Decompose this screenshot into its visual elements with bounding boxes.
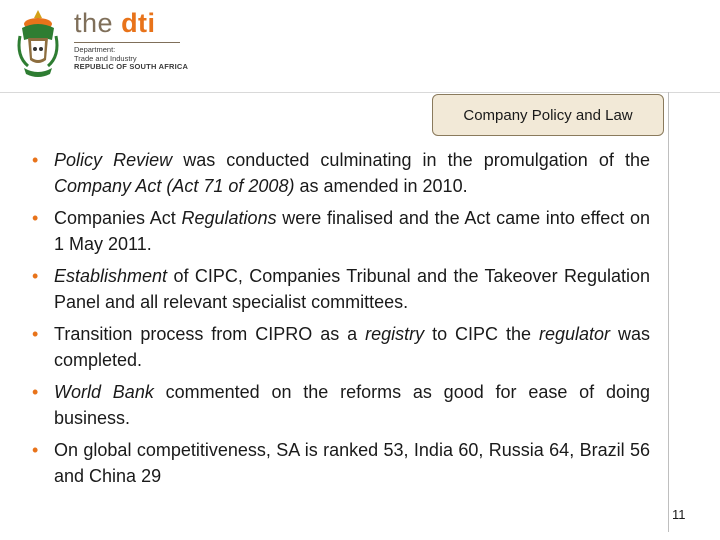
emphasis-text: registry [365,324,425,344]
bullet-text: of CIPC, Companies Tribunal and the Takeover Regulation Panel and all relevant specialist committees. [54,266,650,312]
emphasis-text: Policy Review [54,150,173,170]
bullet-item [32,379,650,431]
bullet-item [32,263,650,315]
bullet-list [32,147,650,495]
bullet-item [32,321,650,373]
bullet-icon: • [32,208,39,228]
emphasis-text: Company Act (Act 71 of 2008) [54,176,295,196]
bullet-text: Companies Act [54,208,182,228]
bullet-item [32,147,650,199]
bullet-text: to CIPC the [424,324,539,344]
emphasis-text: Establishment [54,266,168,286]
bullet-text: as amended in 2010. [294,176,468,196]
bullet-text: was conducted culminating in the promulgation of the [172,150,650,170]
bullet-text: were finalised and the Act came into effect on 1 May 2011. [54,208,651,254]
dept-line-1: Department: [74,45,116,54]
bullet-icon: • [32,150,39,170]
bullet-icon: • [32,440,39,460]
bullet-text: was completed. [54,324,650,370]
header-divider [0,92,720,93]
bullet-item [32,437,650,489]
emphasis-text: World Bank [54,382,154,402]
bullet-icon: • [32,324,39,344]
logo-the-text: the [74,8,114,38]
dept-line-2: Trade and Industry [74,53,137,63]
department-name [74,46,188,72]
emphasis-text: regulator [538,324,611,344]
right-divider [668,92,669,532]
bullet-icon: • [32,266,39,286]
logo-underline [74,42,180,43]
bullet-item [32,205,650,257]
bullet-icon: • [32,382,39,402]
bullet-text: Transition process from CIPRO as a [54,324,366,344]
emphasis-text: Regulations [181,208,277,228]
dti-logo [74,8,156,39]
bullet-text: On global competitiveness, SA is ranked 53, India 60, Russia 64, Brazil 56 and China 29 [54,440,650,486]
dept-line-3: REPUBLIC OF SOUTH AFRICA [74,62,189,71]
page-number: 11 [672,507,686,522]
bullet-text: commented on the reforms as good for ease of doing business. [54,382,650,428]
logo-dti-text: dti [121,8,156,38]
coat-of-arms-icon [14,6,62,82]
slide-title: Company Policy and Law [432,94,664,136]
